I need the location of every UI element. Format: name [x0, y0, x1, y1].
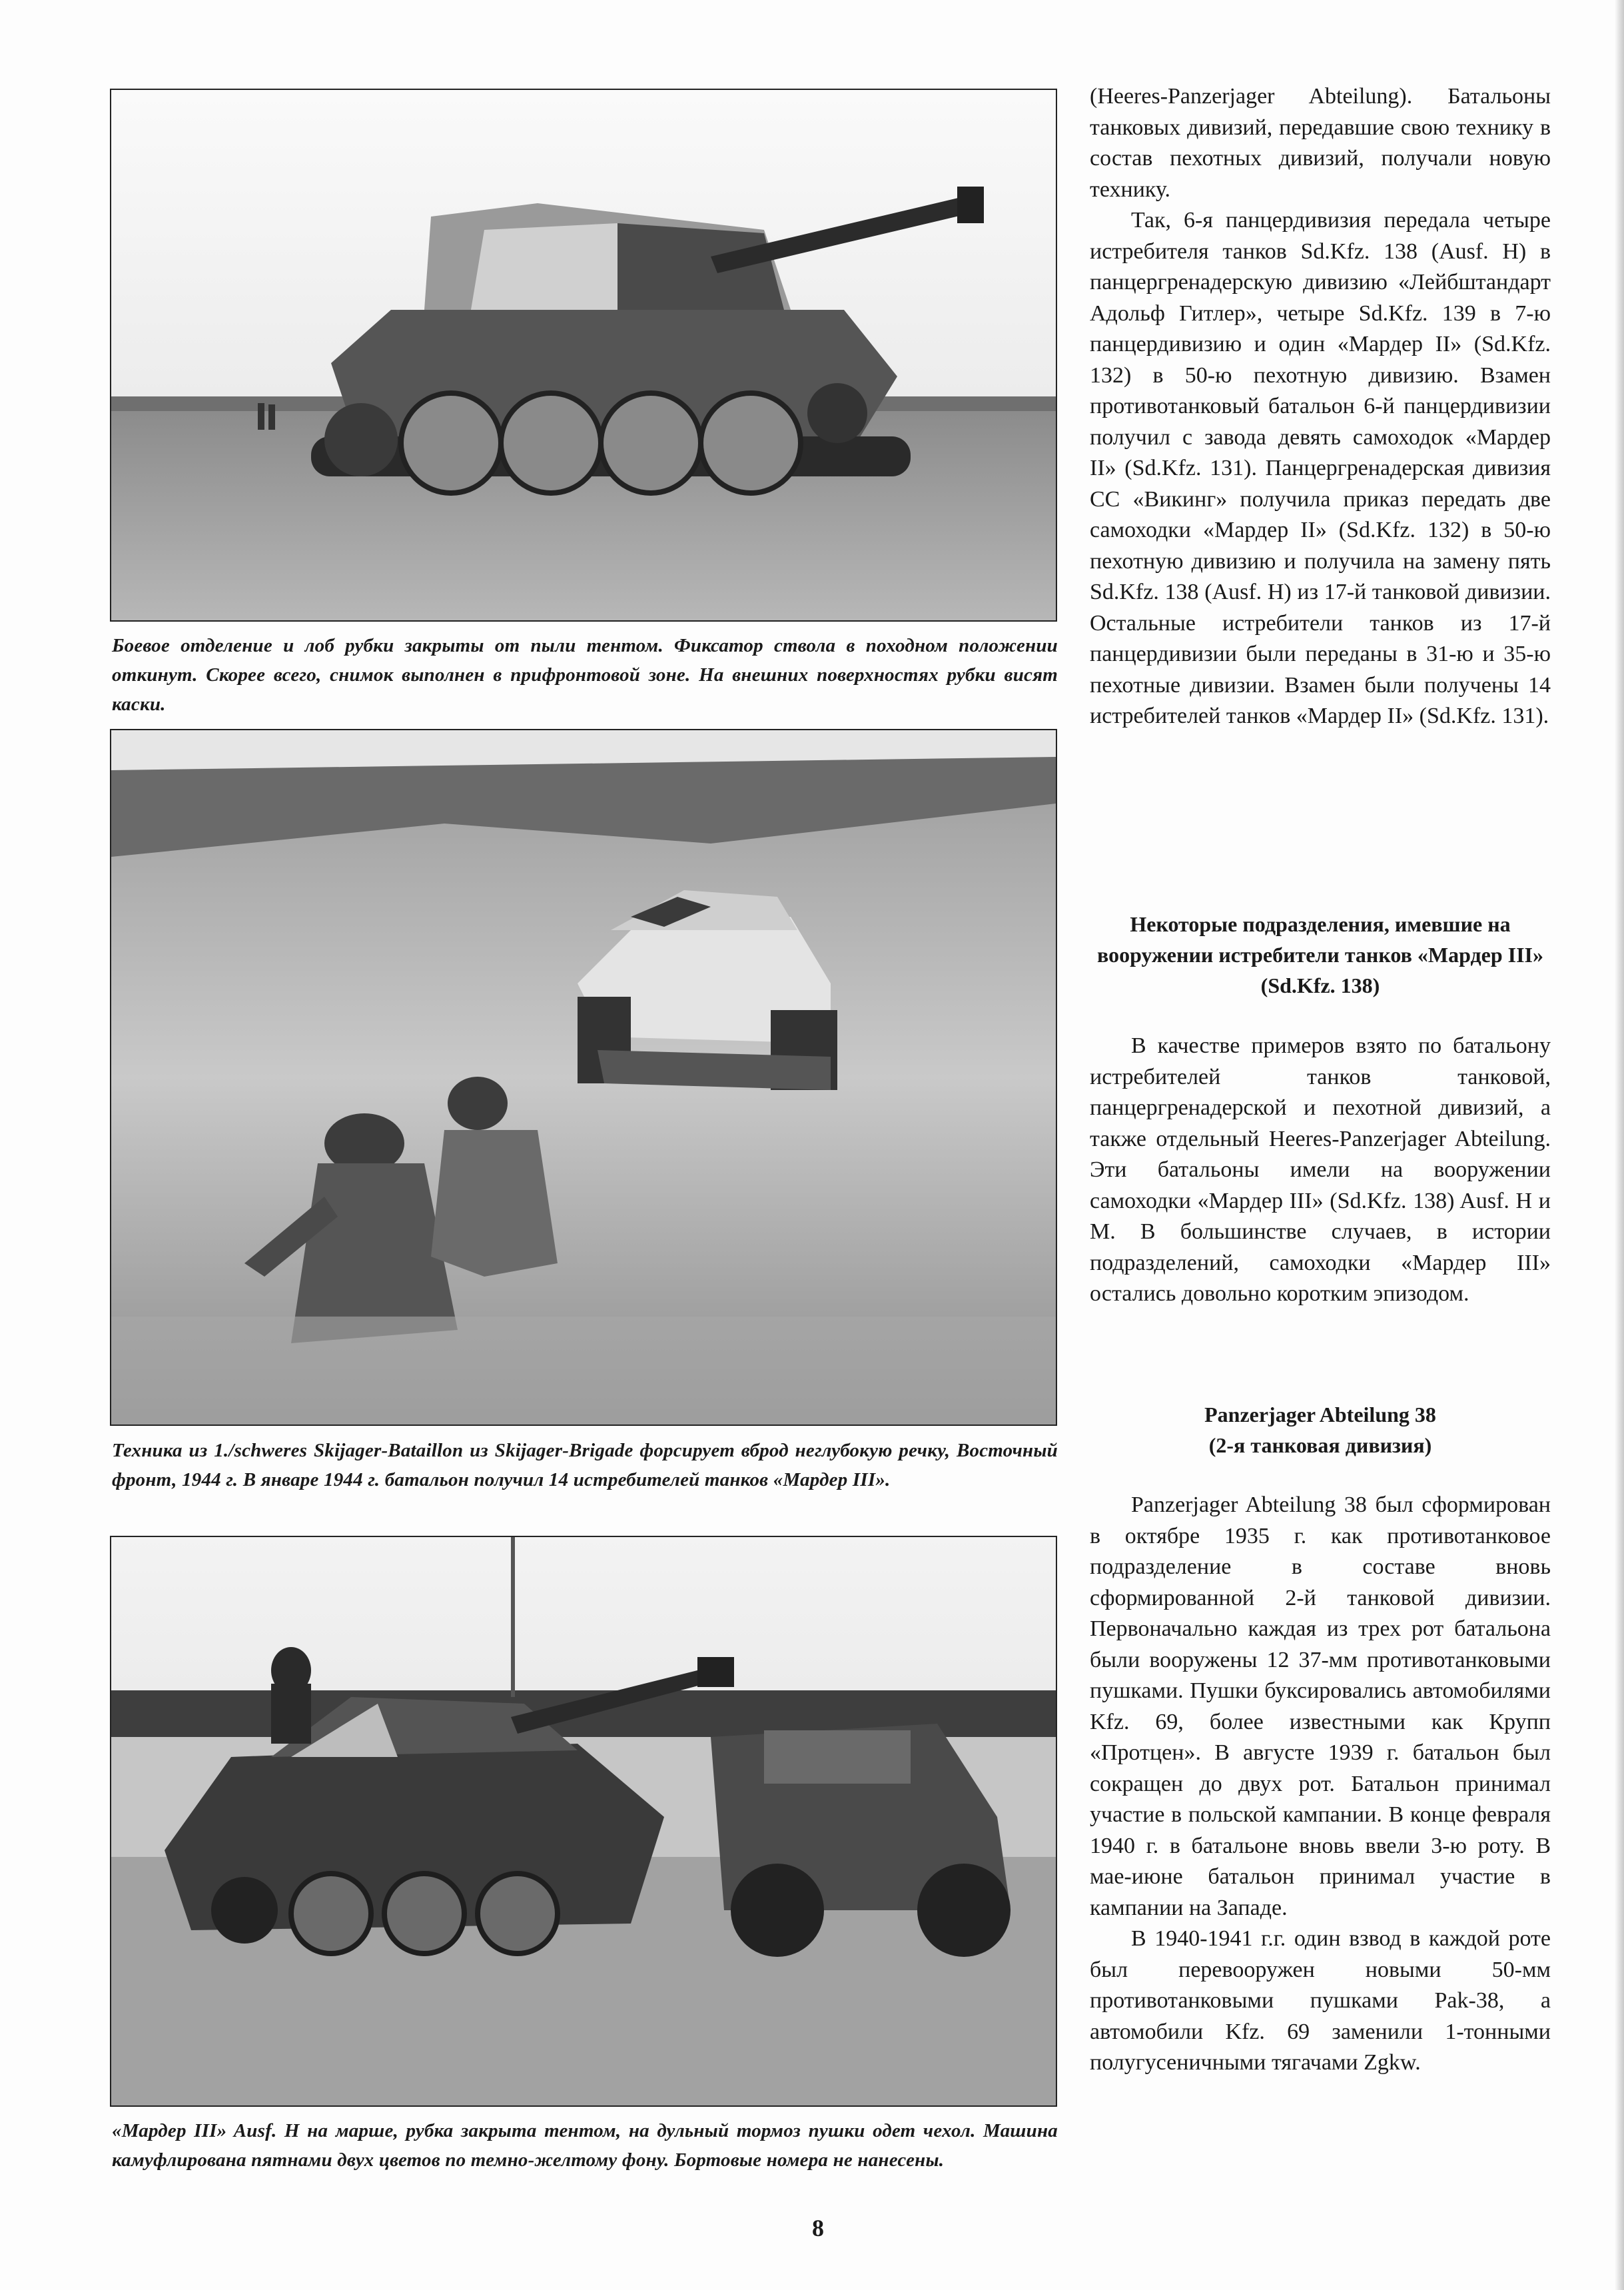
page-number: 8	[812, 2215, 824, 2241]
caption-photo-1: Боевое отделение и лоб рубки закрыты от пыли тентом. Фиксатор ствола в походном положении откинут. Скорее всего, снимок выполнен в прифронтовой зоне. На внешних поверхностях рубки висят каски.	[112, 635, 1058, 715]
photo-marder-march	[110, 1536, 1057, 2107]
section-heading-abteilung-38	[1090, 1399, 1551, 1460]
paragraph-1: (Heeres-Panzerjager Abteilung). Батальоны танковых дивизий, передавшие свою технику в состав пехотных дивизий, получали новую технику.	[1090, 84, 1551, 202]
text-block-1	[1090, 81, 1551, 732]
caption-photo-2: Техника из 1./schweres Skijager-Bataillon из Skijager-Brigade форсирует вброд неглубокую речку, Восточный фронт, 1944 г. В январе 1944 г. батальон получил 14 истребителей танков «Мардер III».	[112, 1440, 1058, 1490]
paragraph-2: Так, 6-я панцердивизия передала четыре истребителя танков Sd.Kfz. 138 (Ausf. H) в панцергренадерскую дивизию «Лейбштандарт Адольф Гитлер», четыре Sd.Kfz. 139 в 7-ю панцердивизию и один «Мардер II» (Sd.Kfz. 132) в 50-ю пехотную дивизию. Взамен противотанковый батальон 6-й панцердивизии получил с завода девять самоходок «Мардер II» (Sd.Kfz. 131). Панцергренадерская дивизия СС «Викинг» получила приказ передать две самоходки «Мардер II» (Sd.Kfz. 132) в 50-ю пехотную дивизию и получила на замену пять Sd.Kfz. 138 (Ausf. H) из 17-й танковой дивизии. Остальные истребители танков из 17-й панцердивизии были переданы в 31-ю и 35-ю пехотные дивизии. Взамен были получены 14 истребителей танков «Мардер II» (Sd.Kfz. 131).	[1090, 208, 1551, 728]
section-heading-units	[1090, 909, 1551, 1001]
caption-photo-3: «Мардер III» Ausf. H на марше, рубка закрыта тентом, на дульный тормоз пушки одет чехол. Машина камуфлирована пятнами двух цветов по темно-желтому фону. Бортовые номера не нанесены.	[112, 2120, 1058, 2171]
heading-abteilung-38-line1: Panzerjager Abteilung 38	[1204, 1403, 1436, 1427]
text-block-3	[1090, 1490, 1551, 2079]
paragraph-5: В 1940-1941 г.г. один взвод в каждой роте был перевооружен новыми 50-мм противотанковыми пушками Pak-38, а автомобили Kfz. 69 заменили 1-тонными полугусеничными тягачами Zgkw.	[1090, 1926, 1551, 2075]
scan-edge-shadow	[1615, 0, 1624, 2290]
paragraph-3: В качестве примеров взято по батальону истребителей танков танковой, панцергренадерской и пехотной дивизий, а также отдельный Heeres-Panzerjager Abteilung. Эти батальоны имели на вооружении самоходки «Мардер III» (Sd.Kfz. 138) Ausf. H и M. В большинстве случаев, в истории подразделений, самоходки «Мардер III» остались довольно коротким эпизодом.	[1090, 1033, 1551, 1306]
photo-marder-field	[110, 89, 1057, 622]
paragraph-4: Panzerjager Abteilung 38 был сформирован в октябре 1935 г. как противотанковое подразделение в составе вновь сформированной 2-й танковой дивизии. Первоначально каждая из трех рот батальона были вооружены 12 37-мм противотанковыми пушками. Пушки буксировались автомобилями Kfz. 69, более известными как Крупп «Протцен». В августе 1939 г. батальон был сокращен до двух рот. Батальон принимал участие в польской кампании. В конце февраля 1940 г. в батальоне вновь ввели 3-ю роту. В мае-июне батальон принимал участие в кампании на Западе.	[1090, 1492, 1551, 1920]
text-block-2	[1090, 1031, 1551, 1310]
heading-units-text: Некоторые подразделения, имевшие на вооружении истребители танков «Мардер III» (Sd.Kfz. 138)	[1097, 912, 1543, 997]
photo-river-crossing	[110, 729, 1057, 1426]
heading-abteilung-38-line2: (2-я танковая дивизия)	[1208, 1433, 1432, 1457]
